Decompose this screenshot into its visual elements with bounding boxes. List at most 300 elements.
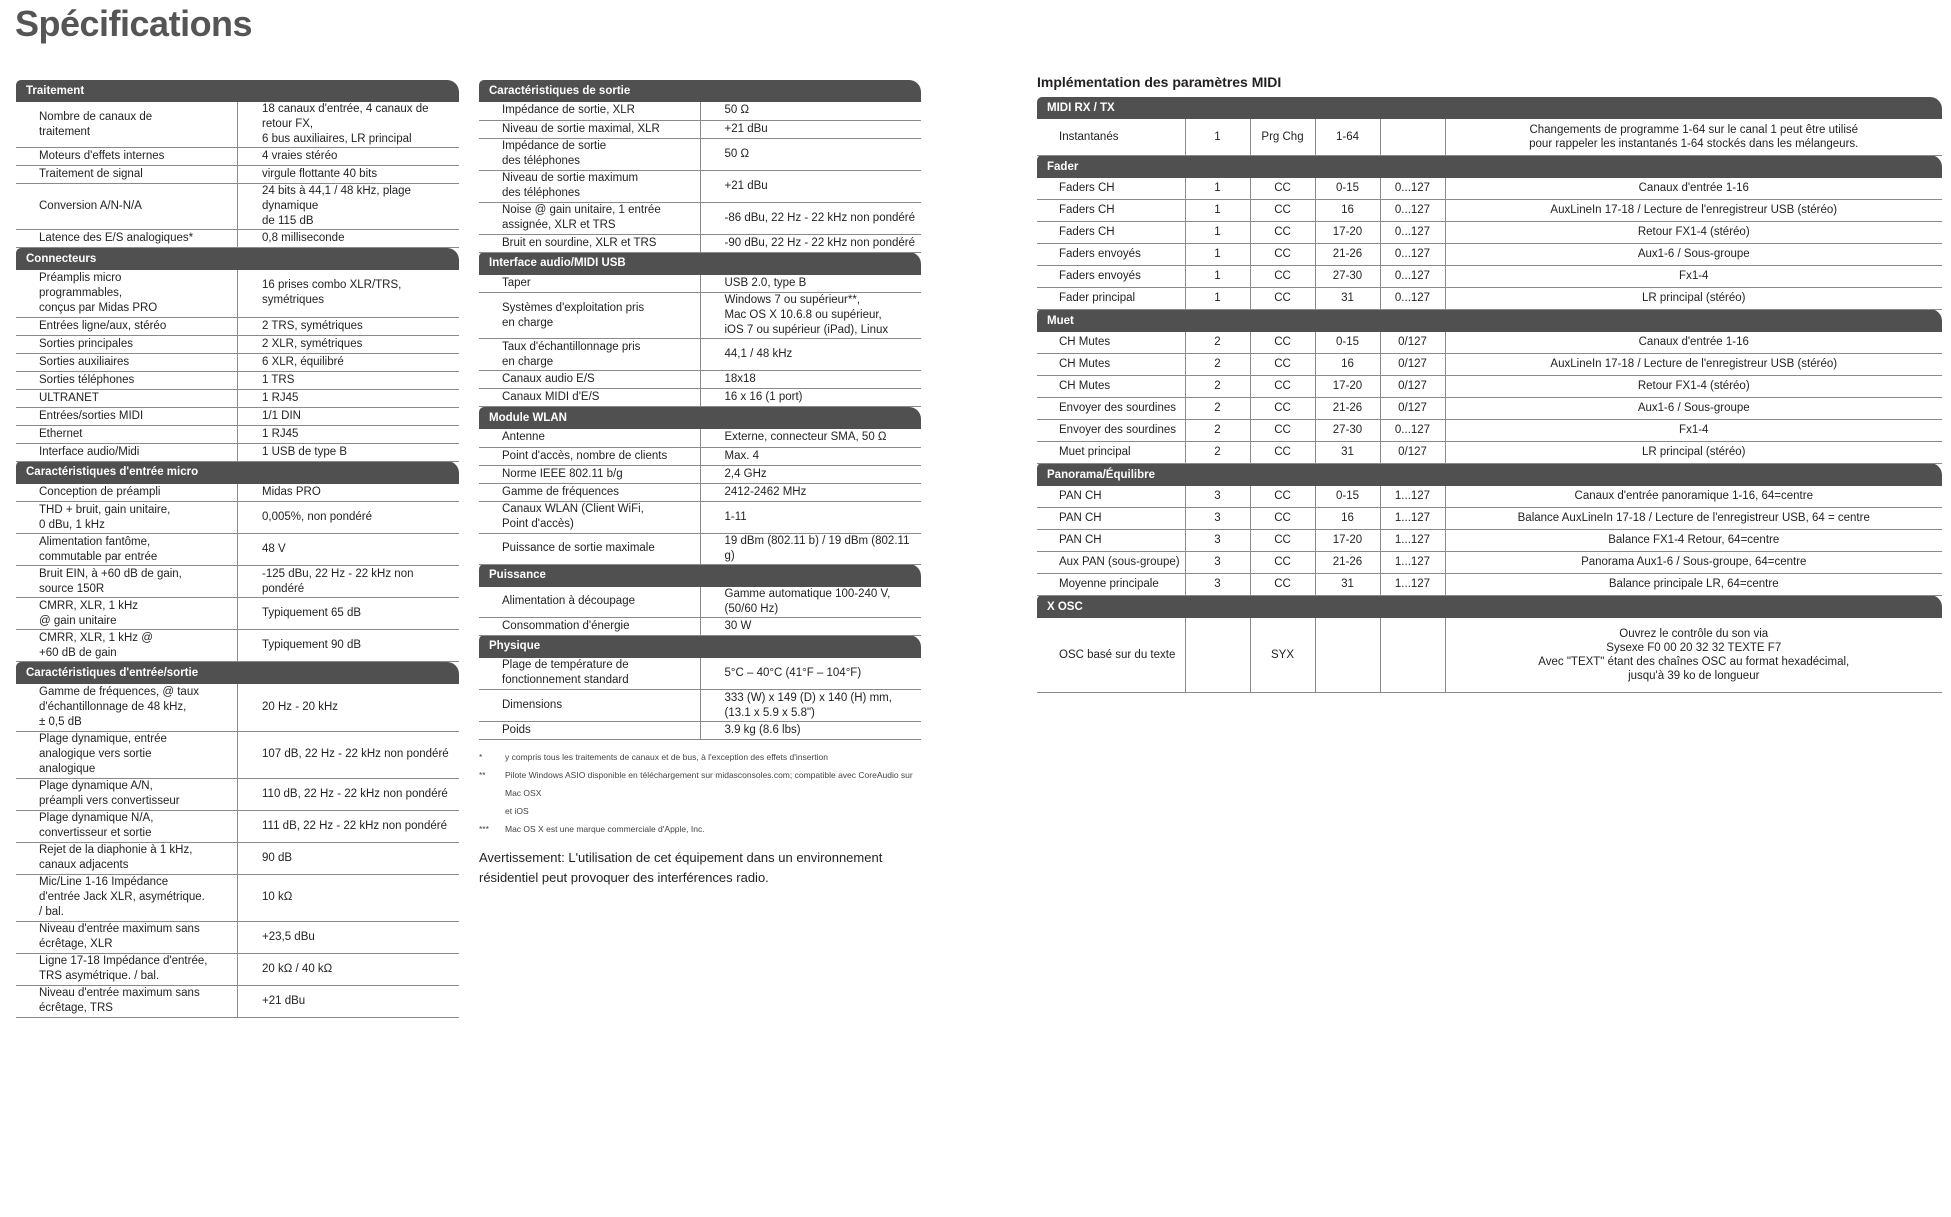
spec-table-middle bbox=[479, 80, 921, 740]
midi-cell: 0...127 bbox=[1380, 265, 1445, 287]
section-header: Interface audio/MIDI USB bbox=[479, 252, 921, 275]
midi-cell: CC bbox=[1250, 178, 1315, 200]
warning-text: Avertissement: L'utilisation de cet équipement dans un environnement résidentiel peut provoquer des interférences radio. bbox=[479, 850, 883, 885]
midi-cell: 1 bbox=[1185, 119, 1250, 155]
midi-cell: CC bbox=[1250, 265, 1315, 287]
midi-cell: 3 bbox=[1185, 551, 1250, 573]
midi-cell: 31 bbox=[1315, 287, 1380, 309]
spec-row bbox=[16, 184, 459, 230]
midi-section-header: Panorama/Équilibre bbox=[1037, 463, 1942, 486]
spec-label: Gamme de fréquences, @ taux d'échantillonnage de 48 kHz, ± 0,5 dB bbox=[16, 684, 238, 731]
spec-value: +21 dBu bbox=[700, 170, 921, 202]
midi-param: PAN CH bbox=[1037, 529, 1185, 551]
midi-section-header: Muet bbox=[1037, 309, 1942, 332]
midi-description: Balance AuxLineIn 17-18 / Lecture de l'enregistreur USB, 64 = centre bbox=[1445, 507, 1942, 529]
midi-cell: CC bbox=[1250, 199, 1315, 221]
midi-param: Faders CH bbox=[1037, 199, 1185, 221]
midi-param: CH Mutes bbox=[1037, 375, 1185, 397]
spec-row bbox=[479, 120, 921, 138]
midi-row bbox=[1037, 507, 1942, 529]
midi-param: Aux PAN (sous-groupe) bbox=[1037, 551, 1185, 573]
spec-row bbox=[16, 598, 459, 630]
spec-value: 10 kΩ bbox=[238, 874, 460, 921]
spec-row bbox=[16, 425, 459, 443]
midi-cell: 0...127 bbox=[1380, 419, 1445, 441]
spec-value: 107 dB, 22 Hz - 22 kHz non pondéré bbox=[238, 731, 460, 778]
midi-param: Moyenne principale bbox=[1037, 573, 1185, 595]
midi-description: Aux1-6 / Sous-groupe bbox=[1445, 397, 1942, 419]
spec-value: 30 W bbox=[700, 617, 921, 635]
midi-param: Muet principal bbox=[1037, 441, 1185, 463]
spec-label: Traitement de signal bbox=[16, 166, 238, 184]
midi-param: Faders envoyés bbox=[1037, 243, 1185, 265]
spec-label: Nombre de canaux de traitement bbox=[16, 102, 238, 148]
midi-description: Fx1-4 bbox=[1445, 265, 1942, 287]
section-header: Caractéristiques d'entrée micro bbox=[16, 461, 459, 484]
midi-cell: 0...127 bbox=[1380, 221, 1445, 243]
midi-description: AuxLineIn 17-18 / Lecture de l'enregistreur USB (stéréo) bbox=[1445, 353, 1942, 375]
spec-label: Antenne bbox=[479, 429, 700, 447]
midi-cell: 1 bbox=[1185, 178, 1250, 200]
section-header-row bbox=[16, 461, 459, 484]
footnote-mark: * bbox=[479, 752, 483, 762]
midi-cell: CC bbox=[1250, 243, 1315, 265]
midi-description: Retour FX1-4 (stéréo) bbox=[1445, 221, 1942, 243]
footnote bbox=[479, 820, 921, 838]
spec-row bbox=[16, 389, 459, 407]
spec-row bbox=[479, 275, 921, 293]
midi-cell: 0/127 bbox=[1380, 353, 1445, 375]
midi-param: Faders CH bbox=[1037, 178, 1185, 200]
spec-label: Dimensions bbox=[479, 690, 700, 722]
spec-label: Alimentation à découpage bbox=[479, 587, 700, 618]
midi-section-row bbox=[1037, 309, 1942, 332]
midi-cell: SYX bbox=[1250, 618, 1315, 693]
midi-cell: 0-15 bbox=[1315, 332, 1380, 354]
spec-label: Plage dynamique, entrée analogique vers sortie analogique bbox=[16, 731, 238, 778]
midi-cell: 0...127 bbox=[1380, 178, 1445, 200]
spec-row bbox=[16, 270, 459, 317]
midi-param: Envoyer des sourdines bbox=[1037, 397, 1185, 419]
midi-row bbox=[1037, 419, 1942, 441]
spec-row bbox=[16, 953, 459, 985]
spec-label: Impédance de sortie des téléphones bbox=[479, 138, 700, 170]
spec-label: Ligne 17-18 Impédance d'entrée, TRS asymétrique. / bal. bbox=[16, 953, 238, 985]
spec-value: 44,1 / 48 kHz bbox=[700, 339, 921, 371]
spec-row bbox=[16, 502, 459, 534]
footnote-text: y compris tous les traitements de canaux et de bus, à l'exception des effets d'insertion bbox=[505, 752, 828, 762]
midi-cell: 3 bbox=[1185, 507, 1250, 529]
midi-row bbox=[1037, 332, 1942, 354]
spec-value: Typiquement 90 dB bbox=[238, 630, 460, 662]
spec-row bbox=[16, 484, 459, 502]
spec-label: Rejet de la diaphonie à 1 kHz, canaux adjacents bbox=[16, 842, 238, 874]
spec-label: CMRR, XLR, 1 kHz @ +60 dB de gain bbox=[16, 630, 238, 662]
midi-cell: 0/127 bbox=[1380, 375, 1445, 397]
spec-value: 20 kΩ / 40 kΩ bbox=[238, 953, 460, 985]
spec-row bbox=[16, 335, 459, 353]
spec-row bbox=[16, 371, 459, 389]
spec-label: Mic/Line 1-16 Impédance d'entrée Jack XLR, asymétrique. / bal. bbox=[16, 874, 238, 921]
spec-value: -90 dBu, 22 Hz - 22 kHz non pondéré bbox=[700, 234, 921, 252]
spec-value: 1-11 bbox=[700, 501, 921, 533]
spec-value: Windows 7 ou supérieur**, Mac OS X 10.6.8 ou supérieur, iOS 7 ou supérieur (iPad), Linux bbox=[700, 293, 921, 339]
midi-cell: 21-26 bbox=[1315, 243, 1380, 265]
midi-cell: 1 bbox=[1185, 199, 1250, 221]
spec-label: Noise @ gain unitaire, 1 entrée assignée, XLR et TRS bbox=[479, 202, 700, 234]
spec-row bbox=[16, 630, 459, 662]
spec-row bbox=[479, 202, 921, 234]
footnotes bbox=[479, 748, 921, 838]
midi-title: Implémentation des paramètres MIDI bbox=[1037, 74, 1282, 90]
midi-row bbox=[1037, 178, 1942, 200]
spec-label: Consommation d'énergie bbox=[479, 617, 700, 635]
spec-row bbox=[16, 874, 459, 921]
midi-cell: 2 bbox=[1185, 419, 1250, 441]
spec-label: Latence des E/S analogiques* bbox=[16, 230, 238, 248]
spec-label: Sorties principales bbox=[16, 335, 238, 353]
spec-row bbox=[16, 731, 459, 778]
section-header-row bbox=[16, 248, 459, 271]
midi-row bbox=[1037, 353, 1942, 375]
spec-value: 16 x 16 (1 port) bbox=[700, 389, 921, 407]
midi-cell: 3 bbox=[1185, 486, 1250, 508]
midi-description: LR principal (stéréo) bbox=[1445, 441, 1942, 463]
midi-section-header: X OSC bbox=[1037, 595, 1942, 618]
spec-label: Entrées ligne/aux, stéréo bbox=[16, 317, 238, 335]
midi-row bbox=[1037, 618, 1942, 693]
section-header: Module WLAN bbox=[479, 407, 921, 430]
spec-row bbox=[479, 293, 921, 339]
spec-column-middle bbox=[479, 80, 921, 888]
spec-row bbox=[16, 353, 459, 371]
page-title: Spécifications bbox=[15, 3, 253, 44]
midi-cell: 0/127 bbox=[1380, 332, 1445, 354]
midi-param: PAN CH bbox=[1037, 507, 1185, 529]
spec-value: 90 dB bbox=[238, 842, 460, 874]
spec-row bbox=[16, 684, 459, 731]
spec-label: ULTRANET bbox=[16, 389, 238, 407]
midi-row bbox=[1037, 243, 1942, 265]
section-header: Physique bbox=[479, 635, 921, 658]
midi-cell: CC bbox=[1250, 221, 1315, 243]
spec-row bbox=[479, 447, 921, 465]
spec-label: Entrées/sorties MIDI bbox=[16, 407, 238, 425]
spec-row bbox=[16, 534, 459, 566]
midi-cell: 17-20 bbox=[1315, 529, 1380, 551]
midi-row bbox=[1037, 221, 1942, 243]
midi-description: Canaux d'entrée 1-16 bbox=[1445, 178, 1942, 200]
spec-value: Externe, connecteur SMA, 50 Ω bbox=[700, 429, 921, 447]
midi-cell: 2 bbox=[1185, 332, 1250, 354]
section-header: Puissance bbox=[479, 564, 921, 587]
midi-param: PAN CH bbox=[1037, 486, 1185, 508]
spec-value: 6 XLR, équilibré bbox=[238, 353, 460, 371]
midi-row bbox=[1037, 486, 1942, 508]
midi-cell: 1-64 bbox=[1315, 119, 1380, 155]
spec-value: -86 dBu, 22 Hz - 22 kHz non pondéré bbox=[700, 202, 921, 234]
midi-description: Fx1-4 bbox=[1445, 419, 1942, 441]
midi-cell: 17-20 bbox=[1315, 221, 1380, 243]
spec-value: 4 vraies stéréo bbox=[238, 148, 460, 166]
spec-label: Impédance de sortie, XLR bbox=[479, 102, 700, 120]
spec-value: Midas PRO bbox=[238, 484, 460, 502]
midi-description: Balance principale LR, 64=centre bbox=[1445, 573, 1942, 595]
spec-value: Gamme automatique 100-240 V, (50/60 Hz) bbox=[700, 587, 921, 618]
midi-description: LR principal (stéréo) bbox=[1445, 287, 1942, 309]
midi-cell: 0-15 bbox=[1315, 178, 1380, 200]
midi-cell: CC bbox=[1250, 529, 1315, 551]
spec-label: Interface audio/Midi bbox=[16, 443, 238, 461]
midi-row bbox=[1037, 375, 1942, 397]
spec-label: Gamme de fréquences bbox=[479, 483, 700, 501]
spec-label: CMRR, XLR, 1 kHz @ gain unitaire bbox=[16, 598, 238, 630]
section-header-row bbox=[16, 662, 459, 685]
spec-label: Puissance de sortie maximale bbox=[479, 533, 700, 564]
spec-row bbox=[479, 617, 921, 635]
spec-value: 5°C – 40°C (41°F – 104°F) bbox=[700, 658, 921, 690]
spec-value: 111 dB, 22 Hz - 22 kHz non pondéré bbox=[238, 810, 460, 842]
midi-description: AuxLineIn 17-18 / Lecture de l'enregistreur USB (stéréo) bbox=[1445, 199, 1942, 221]
midi-cell: 2 bbox=[1185, 353, 1250, 375]
section-header: Caractéristiques d'entrée/sortie bbox=[16, 662, 459, 685]
spec-value: 50 Ω bbox=[700, 138, 921, 170]
spec-value: USB 2.0, type B bbox=[700, 275, 921, 293]
midi-cell: 17-20 bbox=[1315, 375, 1380, 397]
spec-row bbox=[479, 339, 921, 371]
spec-value: 16 prises combo XLR/TRS, symétriques bbox=[238, 270, 460, 317]
spec-row bbox=[479, 533, 921, 564]
midi-cell: 0...127 bbox=[1380, 287, 1445, 309]
spec-value: +23,5 dBu bbox=[238, 921, 460, 953]
midi-cell: 2 bbox=[1185, 397, 1250, 419]
footnote-text: Mac OS X est une marque commerciale d'Apple, Inc. bbox=[505, 824, 705, 834]
midi-param: Faders CH bbox=[1037, 221, 1185, 243]
midi-cell: 27-30 bbox=[1315, 419, 1380, 441]
midi-cell: 3 bbox=[1185, 529, 1250, 551]
midi-cell: CC bbox=[1250, 551, 1315, 573]
spec-row bbox=[479, 587, 921, 618]
midi-cell: 16 bbox=[1315, 199, 1380, 221]
midi-cell: 3 bbox=[1185, 573, 1250, 595]
spec-table-left bbox=[16, 80, 459, 1018]
midi-row bbox=[1037, 199, 1942, 221]
spec-label: THD + bruit, gain unitaire, 0 dBu, 1 kHz bbox=[16, 502, 238, 534]
spec-row bbox=[16, 102, 459, 148]
section-header: Caractéristiques de sortie bbox=[479, 80, 921, 102]
spec-value: Max. 4 bbox=[700, 447, 921, 465]
midi-param: OSC basé sur du texte bbox=[1037, 618, 1185, 693]
section-header-row bbox=[16, 80, 459, 102]
midi-cell bbox=[1315, 618, 1380, 693]
spec-row bbox=[479, 465, 921, 483]
spec-value: 1/1 DIN bbox=[238, 407, 460, 425]
midi-cell: CC bbox=[1250, 353, 1315, 375]
midi-cell: CC bbox=[1250, 397, 1315, 419]
midi-cell: 16 bbox=[1315, 507, 1380, 529]
spec-value: +21 dBu bbox=[238, 985, 460, 1017]
spec-value: 18 canaux d'entrée, 4 canaux de retour FX, 6 bus auxiliaires, LR principal bbox=[238, 102, 460, 148]
midi-param: Fader principal bbox=[1037, 287, 1185, 309]
spec-label: Sorties auxiliaires bbox=[16, 353, 238, 371]
midi-cell: 21-26 bbox=[1315, 551, 1380, 573]
spec-value: 50 Ω bbox=[700, 102, 921, 120]
midi-cell: Prg Chg bbox=[1250, 119, 1315, 155]
midi-section-row bbox=[1037, 595, 1942, 618]
midi-cell: 0...127 bbox=[1380, 199, 1445, 221]
spec-label: Plage dynamique N/A, convertisseur et sortie bbox=[16, 810, 238, 842]
midi-section-row bbox=[1037, 463, 1942, 486]
spec-value: 20 Hz - 20 kHz bbox=[238, 684, 460, 731]
midi-description: Aux1-6 / Sous-groupe bbox=[1445, 243, 1942, 265]
spec-label: Moteurs d'effets internes bbox=[16, 148, 238, 166]
midi-section-header: Fader bbox=[1037, 155, 1942, 178]
spec-value: 2412-2462 MHz bbox=[700, 483, 921, 501]
spec-value: 48 V bbox=[238, 534, 460, 566]
midi-cell: 0...127 bbox=[1380, 243, 1445, 265]
spec-row bbox=[16, 810, 459, 842]
spec-row bbox=[479, 389, 921, 407]
midi-cell bbox=[1380, 119, 1445, 155]
spec-label: Conversion A/N-N/A bbox=[16, 184, 238, 230]
spec-label: Niveau de sortie maximal, XLR bbox=[479, 120, 700, 138]
spec-value: 18x18 bbox=[700, 371, 921, 389]
midi-cell: 2 bbox=[1185, 375, 1250, 397]
spec-label: Bruit EIN, à +60 dB de gain, source 150R bbox=[16, 566, 238, 598]
midi-cell: CC bbox=[1250, 287, 1315, 309]
midi-row bbox=[1037, 573, 1942, 595]
spec-label: Taper bbox=[479, 275, 700, 293]
midi-param: CH Mutes bbox=[1037, 353, 1185, 375]
midi-description: Canaux d'entrée 1-16 bbox=[1445, 332, 1942, 354]
spec-label: Norme IEEE 802.11 b/g bbox=[479, 465, 700, 483]
footnote bbox=[479, 748, 921, 766]
spec-row bbox=[16, 778, 459, 810]
midi-cell: CC bbox=[1250, 419, 1315, 441]
midi-cell bbox=[1380, 618, 1445, 693]
midi-panel bbox=[1037, 74, 1942, 693]
spec-row bbox=[479, 371, 921, 389]
spec-value: 1 RJ45 bbox=[238, 389, 460, 407]
midi-cell: CC bbox=[1250, 375, 1315, 397]
spec-label: Canaux MIDI d'E/S bbox=[479, 389, 700, 407]
spec-label: Canaux audio E/S bbox=[479, 371, 700, 389]
spec-row bbox=[16, 230, 459, 248]
midi-row bbox=[1037, 529, 1942, 551]
spec-row bbox=[16, 407, 459, 425]
spec-row bbox=[479, 722, 921, 740]
spec-value: 24 bits à 44,1 / 48 kHz, plage dynamique de 115 dB bbox=[238, 184, 460, 230]
spec-value: 0,005%, non pondéré bbox=[238, 502, 460, 534]
spec-row bbox=[16, 317, 459, 335]
spec-value: Typiquement 65 dB bbox=[238, 598, 460, 630]
spec-label: Plage de température de fonctionnement standard bbox=[479, 658, 700, 690]
spec-label: Préamplis micro programmables, conçus par Midas PRO bbox=[16, 270, 238, 317]
midi-cell: 16 bbox=[1315, 353, 1380, 375]
spec-row bbox=[479, 501, 921, 533]
midi-description: Changements de programme 1-64 sur le canal 1 peut être utilisé pour rappeler les instantanés 1-64 stockés dans les mélangeurs. bbox=[1445, 119, 1942, 155]
section-header-row bbox=[479, 635, 921, 658]
spec-row bbox=[479, 658, 921, 690]
midi-cell: CC bbox=[1250, 573, 1315, 595]
spec-row bbox=[16, 985, 459, 1017]
spec-row bbox=[479, 170, 921, 202]
spec-value: 19 dBm (802.11 b) / 19 dBm (802.11 g) bbox=[700, 533, 921, 564]
midi-cell: 1...127 bbox=[1380, 529, 1445, 551]
midi-description: Panorama Aux1-6 / Sous-groupe, 64=centre bbox=[1445, 551, 1942, 573]
spec-value: 1 TRS bbox=[238, 371, 460, 389]
midi-cell bbox=[1185, 618, 1250, 693]
midi-cell: CC bbox=[1250, 441, 1315, 463]
midi-cell: 2 bbox=[1185, 441, 1250, 463]
spec-value: 333 (W) x 149 (D) x 140 (H) mm, (13.1 x 5.9 x 5.8") bbox=[700, 690, 921, 722]
midi-param: Faders envoyés bbox=[1037, 265, 1185, 287]
spec-label: Alimentation fantôme, commutable par entrée bbox=[16, 534, 238, 566]
spec-column-left bbox=[16, 80, 459, 1018]
spec-value: virgule flottante 40 bits bbox=[238, 166, 460, 184]
midi-row bbox=[1037, 265, 1942, 287]
midi-description: Balance FX1-4 Retour, 64=centre bbox=[1445, 529, 1942, 551]
midi-param: Instantanés bbox=[1037, 119, 1185, 155]
spec-label: Point d'accès, nombre de clients bbox=[479, 447, 700, 465]
midi-cell: 0-15 bbox=[1315, 486, 1380, 508]
spec-label: Niveau de sortie maximum des téléphones bbox=[479, 170, 700, 202]
spec-label: Conception de préampli bbox=[16, 484, 238, 502]
spec-row bbox=[479, 234, 921, 252]
section-header-row bbox=[479, 252, 921, 275]
midi-row bbox=[1037, 441, 1942, 463]
midi-cell: 1...127 bbox=[1380, 486, 1445, 508]
midi-row bbox=[1037, 287, 1942, 309]
section-header: Traitement bbox=[16, 80, 459, 102]
spec-value: 1 USB de type B bbox=[238, 443, 460, 461]
midi-cell: 1...127 bbox=[1380, 507, 1445, 529]
midi-section-row bbox=[1037, 97, 1942, 119]
spec-row bbox=[16, 443, 459, 461]
midi-row bbox=[1037, 551, 1942, 573]
footnote bbox=[479, 766, 921, 820]
midi-cell: CC bbox=[1250, 507, 1315, 529]
spec-value: 1 RJ45 bbox=[238, 425, 460, 443]
midi-param: Envoyer des sourdines bbox=[1037, 419, 1185, 441]
midi-cell: CC bbox=[1250, 332, 1315, 354]
midi-section-row bbox=[1037, 155, 1942, 178]
midi-param: CH Mutes bbox=[1037, 332, 1185, 354]
spec-row bbox=[16, 566, 459, 598]
spec-label: Poids bbox=[479, 722, 700, 740]
midi-cell: 21-26 bbox=[1315, 397, 1380, 419]
spec-row bbox=[479, 138, 921, 170]
midi-cell: CC bbox=[1250, 486, 1315, 508]
spec-value: 0,8 milliseconde bbox=[238, 230, 460, 248]
section-header-row bbox=[479, 407, 921, 430]
spec-label: Taux d'échantillonnage pris en charge bbox=[479, 339, 700, 371]
spec-label: Ethernet bbox=[16, 425, 238, 443]
midi-cell: 1...127 bbox=[1380, 573, 1445, 595]
midi-section-header: MIDI RX / TX bbox=[1037, 97, 1942, 119]
spec-label: Systèmes d'exploitation pris en charge bbox=[479, 293, 700, 339]
spec-value: 2 TRS, symétriques bbox=[238, 317, 460, 335]
midi-row bbox=[1037, 119, 1942, 155]
midi-cell: 31 bbox=[1315, 441, 1380, 463]
spec-label: Niveau d'entrée maximum sans écrêtage, TRS bbox=[16, 985, 238, 1017]
spec-value: +21 dBu bbox=[700, 120, 921, 138]
midi-cell: 27-30 bbox=[1315, 265, 1380, 287]
spec-label: Niveau d'entrée maximum sans écrêtage, XLR bbox=[16, 921, 238, 953]
spec-row bbox=[479, 483, 921, 501]
footnote-text: Pilote Windows ASIO disponible en téléchargement sur midasconsoles.com; compatible avec CoreAudio sur Mac OSX et iOS bbox=[505, 770, 913, 816]
spec-value: 2 XLR, symétriques bbox=[238, 335, 460, 353]
